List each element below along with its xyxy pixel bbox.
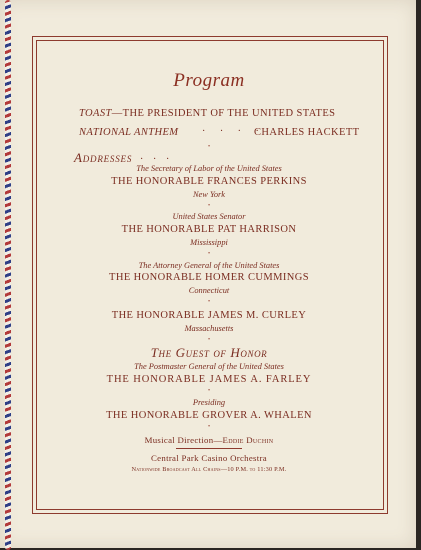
- harrison-name: THE HONORABLE PAT HARRISON: [121, 224, 297, 235]
- separator-dot: •: [207, 203, 211, 209]
- cummings-place: Connecticut: [188, 286, 230, 295]
- separator-dot: •: [207, 299, 211, 305]
- toast-prefix: TOAST: [79, 108, 112, 119]
- presiding-label: Presiding: [192, 398, 226, 407]
- toast-dash: —: [111, 108, 123, 119]
- curley-name: THE HONORABLE JAMES M. CURLEY: [111, 310, 307, 321]
- separator-dot: •: [207, 424, 211, 430]
- cummings-office: The Attorney General of the United States: [138, 261, 280, 270]
- orchestra-line: Central Park Casino Orchestra: [151, 453, 267, 463]
- music-director: Eddie Duchin: [222, 435, 274, 445]
- separator-dot: •: [207, 388, 211, 394]
- music-label: Musical Direction—: [144, 435, 223, 445]
- program-title: Program: [173, 70, 245, 91]
- toast-text: THE PRESIDENT OF THE UNITED STATES: [122, 108, 336, 119]
- perkins-name: THE HONORABLE FRANCES PERKINS: [111, 176, 307, 187]
- addresses-leaders: · · ·: [140, 154, 173, 165]
- divider-rule: [176, 448, 242, 449]
- cummings-name: THE HONORABLE HOMER CUMMINGS: [109, 272, 309, 283]
- anthem-label: NATIONAL ANTHEM: [79, 127, 179, 138]
- presiding-name: THE HONORABLE GROVER A. WHALEN: [106, 410, 312, 421]
- anthem-leaders: · · · ·: [202, 126, 265, 137]
- anthem-performer: CHARLES HACKETT: [254, 127, 360, 138]
- perkins-place: New York: [192, 190, 226, 199]
- separator-dot: •: [207, 144, 211, 150]
- harrison-office: United States Senator: [172, 212, 246, 221]
- guest-heading: The Guest of Honor: [150, 345, 268, 360]
- separator-dot: •: [207, 337, 211, 343]
- music-line: [38, 435, 380, 445]
- broadcast-line: Nationwide Broadcast All Chains—10 P.M. to 11:30 P.M.: [131, 466, 287, 473]
- anthem-line: [79, 127, 178, 138]
- toast-line: [79, 108, 335, 119]
- binding-cord: [5, 0, 11, 550]
- separator-dot: •: [207, 251, 211, 257]
- harrison-place: Mississippi: [190, 238, 228, 247]
- guest-name: THE HONORABLE JAMES A. FARLEY: [106, 374, 312, 385]
- perkins-office: The Secretary of Labor of the United States: [136, 164, 282, 173]
- addresses-heading-text: Addresses: [74, 150, 133, 165]
- curley-place: Massachusetts: [184, 324, 234, 333]
- guest-office: The Postmaster General of the United States: [134, 362, 284, 371]
